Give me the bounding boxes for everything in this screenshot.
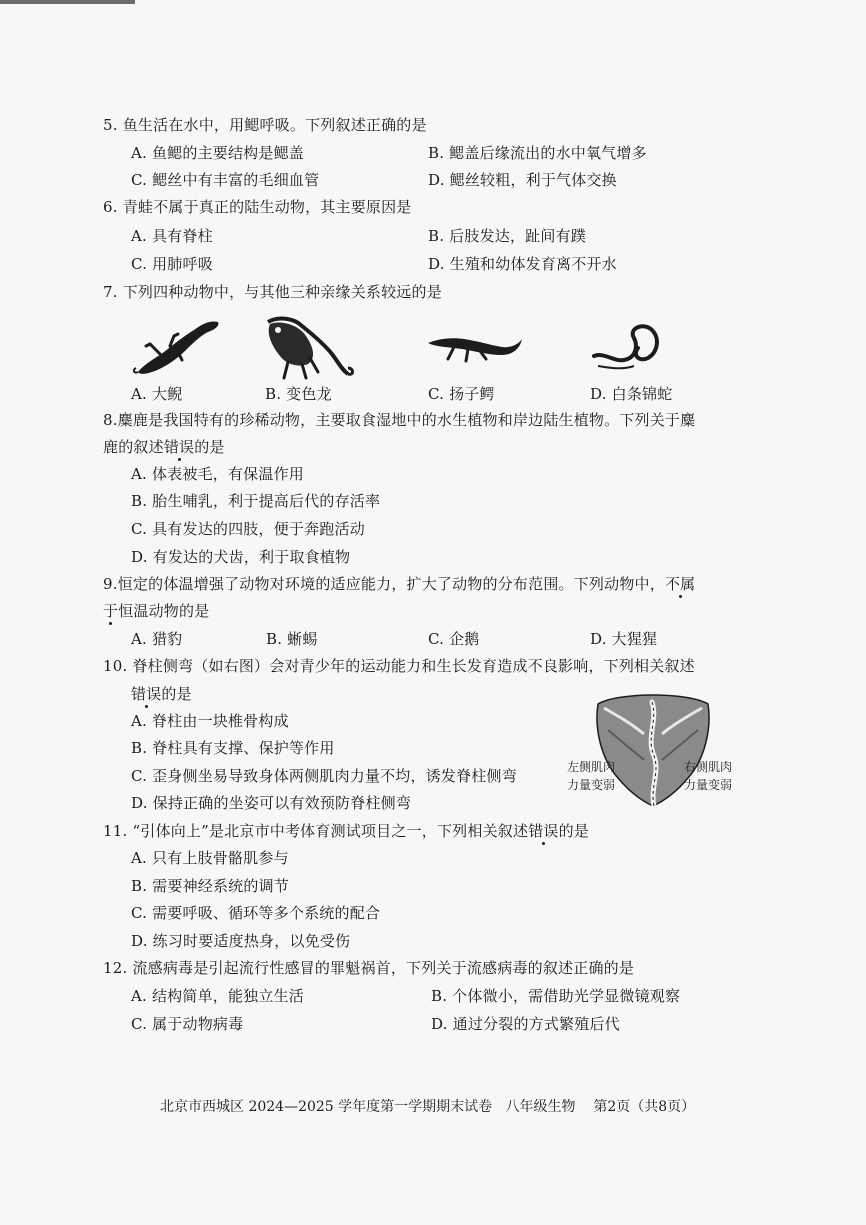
question-6-option-d[interactable]: D. 生殖和幼体发育离不开水 bbox=[428, 255, 617, 273]
question-5-option-d[interactable]: D. 鳃丝较粗，利于气体交换 bbox=[428, 171, 617, 189]
figure-right-label-line-2: 力量变弱 bbox=[684, 778, 733, 792]
question-10-option-b[interactable]: B. 脊柱具有支撑、保护等作用 bbox=[131, 739, 335, 757]
emphasis-mark: 不属 bbox=[664, 575, 696, 593]
question-12-option-d[interactable]: D. 通过分裂的方式繁殖后代 bbox=[431, 1015, 620, 1033]
question-8-option-c[interactable]: C. 具有发达的四肢，便于奔跑活动 bbox=[131, 520, 365, 538]
question-6-option-c[interactable]: C. 用肺呼吸 bbox=[131, 255, 213, 273]
question-11-option-c[interactable]: C. 需要呼吸、循环等多个系统的配合 bbox=[131, 904, 381, 922]
question-10-option-d[interactable]: D. 保持正确的坐姿可以有效预防脊柱侧弯 bbox=[131, 794, 412, 812]
footer-page-number: 第2页（共8页） bbox=[593, 1099, 696, 1115]
question-5-option-a[interactable]: A. 鱼鳃的主要结构是鳃盖 bbox=[131, 144, 304, 162]
scan-edge-mark bbox=[0, 0, 135, 4]
page-footer bbox=[160, 1097, 695, 1117]
question-8-option-a[interactable]: A. 体表被毛，有保温作用 bbox=[131, 465, 304, 483]
snake-icon bbox=[588, 316, 668, 376]
question-10-option-c[interactable]: C. 歪身侧坐易导致身体两侧肌肉力量不均，诱发脊柱侧弯 bbox=[131, 767, 517, 785]
question-6-stem: 6. 青蛙不属于真正的陆生动物，其主要原因是 bbox=[103, 198, 412, 216]
question-11-stem: 11. “引体向上”是北京市中考体育测试项目之一，下列相关叙述错误的是 bbox=[103, 822, 589, 840]
question-11-option-a[interactable]: A. 只有上肢骨骼肌参与 bbox=[131, 849, 289, 867]
giant-salamander-icon bbox=[130, 312, 222, 380]
emphasis-mark: 错误 bbox=[528, 822, 559, 840]
emphasis-mark: 错误 bbox=[131, 685, 162, 703]
question-9-option-c[interactable]: C. 企鹅 bbox=[428, 630, 480, 648]
scoliosis-back-figure bbox=[588, 690, 718, 812]
question-7-stem: 7. 下列四种动物中，与其他三种亲缘关系较远的是 bbox=[103, 283, 442, 301]
chameleon-icon bbox=[258, 314, 356, 384]
question-7-option-d[interactable]: D. 白条锦蛇 bbox=[590, 385, 673, 403]
question-5-stem: 5. 鱼生活在水中，用鳃呼吸。下列叙述正确的是 bbox=[103, 116, 427, 134]
alligator-icon bbox=[424, 325, 524, 365]
question-10-stem-line-2: 错误的是 bbox=[131, 685, 192, 703]
question-12-option-b[interactable]: B. 个体微小，需借助光学显微镜观察 bbox=[431, 987, 681, 1005]
footer-subject: 八年级生物 bbox=[505, 1099, 576, 1115]
question-7-option-c[interactable]: C. 扬子鳄 bbox=[428, 385, 495, 403]
question-8-stem-line-2: 鹿的叙述错误的是 bbox=[103, 438, 225, 456]
question-10-option-a[interactable]: A. 脊柱由一块椎骨构成 bbox=[131, 712, 289, 730]
emphasis-mark: 于 bbox=[103, 602, 119, 620]
question-9-option-b[interactable]: B. 蜥蜴 bbox=[266, 630, 318, 648]
question-9-stem-line-2: 于恒温动物的是 bbox=[103, 602, 210, 620]
question-12-stem: 12. 流感病毒是引起流行性感冒的罪魁祸首，下列关于流感病毒的叙述正确的是 bbox=[103, 959, 635, 977]
figure-left-label-line-1: 左侧肌肉 bbox=[567, 760, 616, 774]
question-5-option-c[interactable]: C. 鳃丝中有丰富的毛细血管 bbox=[131, 171, 320, 189]
question-7-option-a[interactable]: A. 大鲵 bbox=[131, 385, 183, 403]
question-8-option-d[interactable]: D. 有发达的犬齿，利于取食植物 bbox=[131, 548, 351, 566]
question-7-option-b[interactable]: B. 变色龙 bbox=[265, 385, 332, 403]
question-11-option-b[interactable]: B. 需要神经系统的调节 bbox=[131, 877, 289, 895]
question-5-option-b[interactable]: B. 鳃盖后缘流出的水中氧气增多 bbox=[428, 144, 647, 162]
question-6-option-a[interactable]: A. 具有脊柱 bbox=[131, 227, 213, 245]
question-8-stem-line-1: 8.麋鹿是我国特有的珍稀动物，主要取食湿地中的水生植物和岸边陆生植物。下列关于麋 bbox=[103, 411, 696, 429]
question-10-stem-line-1: 10. 脊柱侧弯（如右图）会对青少年的运动能力和生长发育造成不良影响，下列相关叙述 bbox=[103, 657, 695, 675]
question-6-option-b[interactable]: B. 后肢发达，趾间有蹼 bbox=[428, 227, 586, 245]
question-9-stem-line-1: 9.恒定的体温增强了动物对环境的适应能力，扩大了动物的分布范围。下列动物中，不属 bbox=[103, 575, 696, 593]
question-12-option-c[interactable]: C. 属于动物病毒 bbox=[131, 1015, 244, 1033]
question-9-option-d[interactable]: D. 大猩猩 bbox=[590, 630, 658, 648]
figure-left-label-line-2: 力量变弱 bbox=[567, 778, 616, 792]
question-11-option-d[interactable]: D. 练习时要适度热身，以免受伤 bbox=[131, 932, 351, 950]
footer-exam-title: 北京市西城区 2024—2025 学年度第一学期期末试卷 bbox=[160, 1099, 493, 1115]
figure-right-label-line-1: 右侧肌肉 bbox=[684, 760, 733, 774]
question-9-option-a[interactable]: A. 猎豹 bbox=[131, 630, 183, 648]
question-8-option-b[interactable]: B. 胎生哺乳，利于提高后代的存活率 bbox=[131, 492, 381, 510]
emphasis-mark: 错误 bbox=[163, 438, 195, 456]
question-12-option-a[interactable]: A. 结构简单，能独立生活 bbox=[131, 987, 304, 1005]
